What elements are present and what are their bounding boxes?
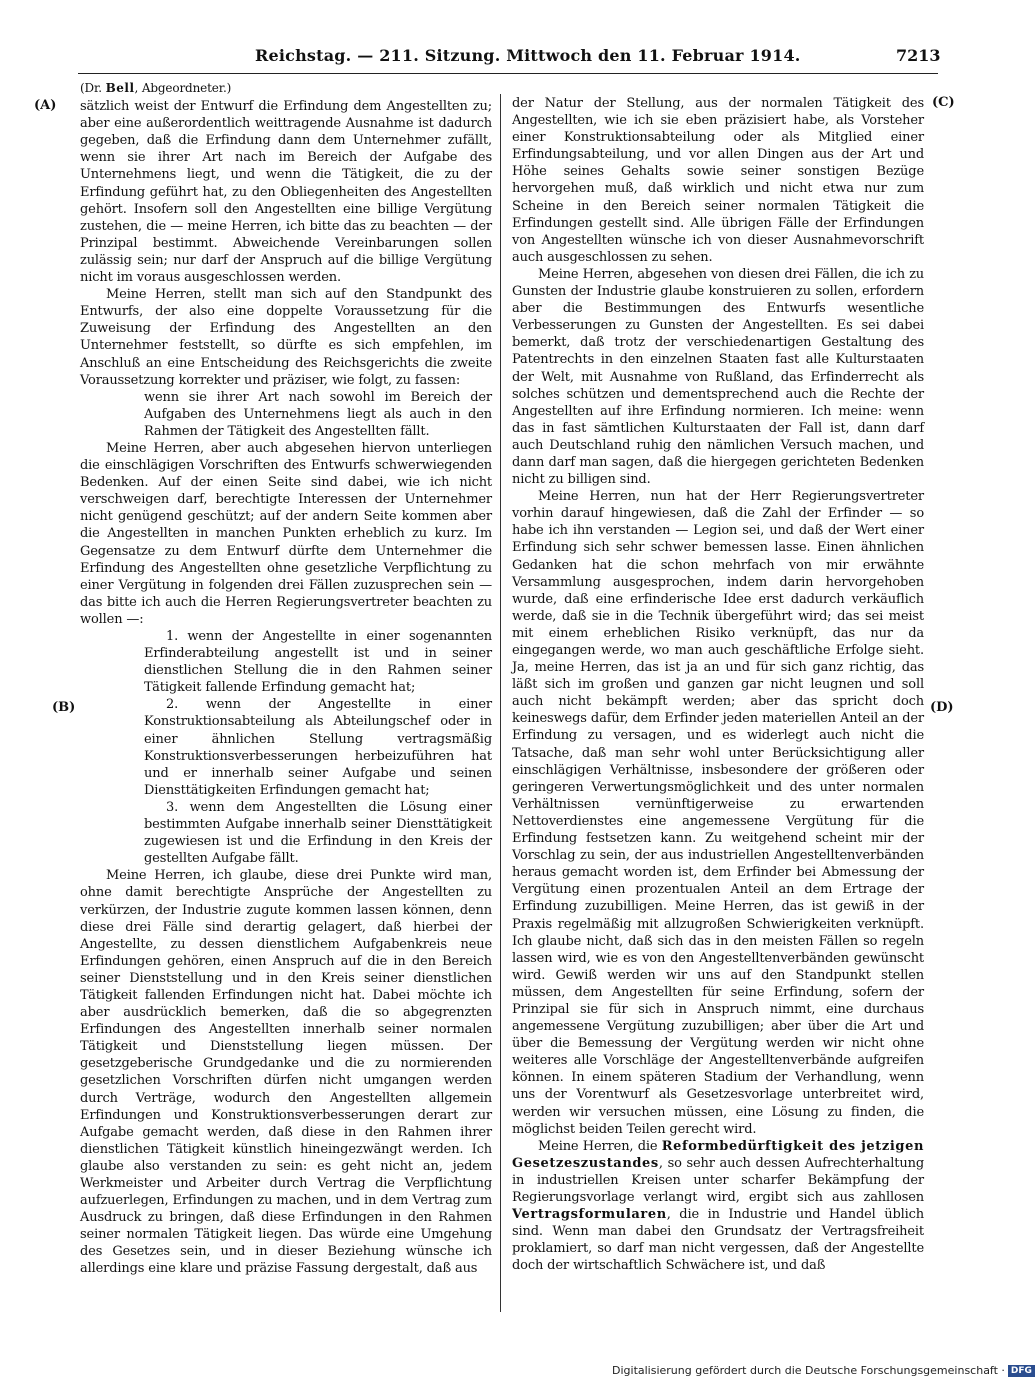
header-rule xyxy=(78,73,938,74)
paragraph: Meine Herren, ich glaube, diese drei Punkte wird man, ohne damit berechtigte Ansprüche der Angestellten zu verkürzen, der Industrie zugute kommen lassen können, denn diese drei Fälle sind derartig gelagert, daß hierbei der Angestellte, zu dessen dienstlichem Aufgabenkreis neue Erfindungen gehören, einen Anspruch auf die in den Bereich seiner Dienststellung und in den Kreis seiner dienstlichen Tätigkeit fallenden Erfindungen nicht hat. Dabei möchte ich aber ausdrücklich bemerken, daß die so abgegrenzten Erfindungen des Angestellten innerhalb seiner normalen Tätigkeit und Dienststellung liegen müssen. Der gesetzgeberische Grundgedanke und die zu normierenden gesetzlichen Vorschriften dürfen nicht umgangen werden durch Verträge, wodurch den Angestellten allgemein Erfindungen und Konstruktionsverbesserungen derart zur Aufgabe gemacht werden, daß diese in den Rahmen ihrer dienstlichen Tätigkeit künstlich hineingezwängt werden. Ich glaube also verstanden zu sein: es geht nicht an, jedem Werkmeister und Arbeiter durch Vertrag die Verpflichtung aufzuerlegen, Erfindungen zu machen, und in dem Vertrag zum Ausdruck zu bringen, daß diese Erfindungen in den Rahmen seiner normalen Tätigkeit liegen. Das würde eine Umgehung des Gesetzes sein, und in dieser Beziehung wünsche ich allerdings eine klare und präzise Fassung dergestalt, daß aus xyxy=(80,868,492,1277)
speaker-role: , Abgeordneter.) xyxy=(134,81,232,95)
digitization-footer xyxy=(612,1364,1035,1377)
margin-mark-d: (D) xyxy=(930,700,954,715)
text-run: , so sehr auch dessen Aufrechterhaltung in industriellen Kreisen unter scharfer Bekämpfung der Regierungsvorlage verlangt wird, ergibt sich aus zahllosen xyxy=(512,1155,924,1205)
text-run: Meine Herren, die xyxy=(538,1138,662,1154)
paragraph: Meine Herren, nun hat der Herr Regierungsvertreter vorhin darauf hingewiesen, daß die Zahl der Erfinder — so habe ich ihn verstanden — Legion sei, und daß der Wert einer Erfindung sich sehr schwer bemessen lasse. Einen ähnlichen Gedanken hat die schon mehrfach von mir erwähnte Versammlung ausgesprochen, indem darin hervorgehoben wurde, daß eine erfinderische Idee erst dadurch verkäuflich werde, daß sie in die Technik übergeführt wird; das sei meist mit einem erheblichen Risiko verknüpft, das nur da eingegangen werde, wo man auch geschäftliche Erfolge sieht. Ja, meine Herren, das ist ja an und für sich ganz richtig, das läßt sich im großen und ganzen gar nicht leugnen und soll auch nicht bekämpft werden; aber das spricht doch keineswegs dafür, dem Erfinder jeden materiellen Anteil an der Erfindung zu versagen, und es widerlegt auch nicht die Tatsache, daß man sehr wohl unter Berücksichtigung aller einschlägigen Verhältnisse, insbesondere der größeren oder geringeren Verwertungsmöglichkeit und des unter normalen Verhältnissen vernünftigerweise zu erwartenden Nettoverdienstes eine angemessene Vergütung für die Erfindung festsetzen kann. Zu weitgehend scheint mir der Vorschlag zu sein, der aus industriellen Angestelltenverbänden heraus gemacht worden ist, dem Erfinder bei Abmessung der Vergütung einen prozentualen Anteil an dem Ertrage der Erfindung zuzubilligen. Meine Herren, das ist gewiß in der Praxis regelmäßig mit allzugroßen Schwierigkeiten verknüpft. Ich glaube nicht, daß sich das in den meisten Fällen so regeln lassen wird, wie es von den Angestelltenverbänden gewünscht wird. Gewiß werden wir uns auf den Standpunkt stellen müssen, dem Angestellten für seine Erfindung, sofern der Prinzipal sie für sich in Anspruch nimmt, eine durchaus angemessene Vergütung zuzubilligen; aber über die Art und über die Bemessung der Vergütung werden wir nicht ohne weiteres alle Vorschläge der Angestelltenverbände aufgreifen können. In einem späteren Stadium der Verhandlung, wenn uns der Vorentwurf als Gesetzesvorlage unterbreitet wird, werden wir versuchen müssen, eine Lösung zu finden, die möglichst beiden Teilen gerecht wird. xyxy=(512,489,924,1137)
list-item: 2. wenn der Angestellte in einer Konstruktionsabteilung als Abteilungschef oder in einer ähnlichen Stellung vertragsmäßig Konstruktionsverbesserungen herbeizuführen hat und er innerhalb seiner Aufgabe und seinen Diensttätigkeiten Erfindungen gemacht hat; xyxy=(144,697,492,798)
paragraph: Meine Herren, aber auch abgesehen hiervon unterliegen die einschlägigen Vorschriften des Entwurfs schwerwiegenden Bedenken. Auf der einen Seite sind dabei, wie ich nicht verschweigen darf, berechtigte Interessen der Unternehmer nicht genügend geschützt; auf der andern Seite kommen aber die Angestellten in manchen Punkten erheblich zu kurz. Im Gegensatze zu dem Entwurf dürfte dem Unternehmer die Erfindung des Angestellten ohne gesetzliche Verpflichtung zu einer Vergütung in folgenden drei Fällen zuzusprechen sein — das bitte ich auch die Herren Regierungsvertreter beachten zu wollen —: xyxy=(80,440,492,627)
left-column xyxy=(80,80,492,1278)
speaker-name: Bell xyxy=(105,81,135,95)
list-item: 3. wenn dem Angestellten die Lösung einer bestimmten Aufgabe innerhalb seiner Diensttätigkeit zugewiesen ist und die Erfindung in den Kreis der gestellten Aufgabe fällt. xyxy=(144,799,492,867)
column-divider xyxy=(500,94,501,1312)
emphasis-contracts: Vertragsformularen xyxy=(512,1207,667,1223)
paragraph-emphasis xyxy=(512,1138,924,1275)
list-item: 1. wenn der Angestellte in einer sogenannten Erfinderabteilung angestellt ist und in seiner dienstlichen Stellung die in den Rahmen seiner Tätigkeit fallende Erfindung gemacht hat; xyxy=(144,629,492,696)
margin-mark-c: (C) xyxy=(932,95,955,110)
footer-text: Digitalisierung gefördert durch die Deutsche Forschungsgemeinschaft · xyxy=(612,1364,1005,1377)
paragraph: der Natur der Stellung, aus der normalen Tätigkeit des Angestellten, wie ich sie eben präzisiert habe, als Vorsteher einer Konstruktionsabteilung oder als Mitglied einer Erfindungsabteilung, und vor allen Dingen aus der Art und Höhe seines Gehalts sowie seiner sonstigen Bezüge hervorgehen muß, daß wirklich und nicht etwa nur zum Scheine in den Bereich seiner normalen Tätigkeit die Erfindungen gestellt sind. Alle übrigen Fälle der Erfindungen von Angestellten wünsche ich von dieser Ausnahmevorschrift auch ausgeschlossen zu sehen. xyxy=(512,96,924,265)
paragraph: sätzlich weist der Entwurf die Erfindung dem Angestellten zu; aber eine außerordentlich weittragende Ausnahme ist dadurch gegeben, daß die Erfindung dann dem Unternehmer zufällt, wenn sie ihrer Art nach im Bereich der Aufgabe des Unternehmens liegt, und wenn die Tätigkeit, die zu der Erfindung geführt hat, zu den Obliegenheiten des Angestellten gehört. Insofern soll den Angestellten eine billige Vergütung zustehen, die — meine Herren, ich bitte das zu beachten — der Prinzipal bestimmt. Abweichende Vereinbarungen sollen zulässig sein; nur darf der Anspruch auf die billige Vergütung nicht im voraus ausgeschlossen werden. xyxy=(80,99,492,286)
dfg-logo: DFG xyxy=(1008,1365,1035,1377)
text-run: , die in Industrie und Handel üblich sind. Wenn man dabei den Grundsatz der Vertragsfreiheit proklamiert, so darf man nicht vergessen, daß der Angestellte doch der wirtschaftlich Schwächere ist, und daß xyxy=(512,1207,924,1274)
margin-mark-b: (B) xyxy=(52,700,76,715)
paragraph: Meine Herren, abgesehen von diesen drei Fällen, die ich zu Gunsten der Industrie glaube konstruieren zu sollen, erfordern aber die Bestimmungen des Entwurfs wesentliche Verbesserungen zu Gunsten der Angestellten. Es sei dabei bemerkt, daß trotz der verschiedenartigen Gestaltung des Patentrechts in den einzelnen Staaten fast alle Kulturstaaten der Welt, mit Ausnahme von Rußland, das Erfinderrecht als solches schützen und dementsprechend auch die Rechte der Angestellten auf ihre Erfindung normieren. Ich meine: wenn das in fast sämtlichen Kulturstaaten der Fall ist, dann darf auch Deutschland ruhig den nämlichen Versuch machen, und dann darf man sagen, daß die hiergegen gerichteten Bedenken nicht zu billigen sind. xyxy=(512,266,924,488)
emphasis-reform: Reformbedürftigkeit des jetzigen Gesetzeszustandes xyxy=(512,1138,924,1171)
page-number: 7213 xyxy=(896,46,941,65)
quoted-clause: wenn sie ihrer Art nach sowohl im Bereich der Aufgaben des Unternehmens liegt als auch in den Rahmen der Tätigkeit des Angestellten fällt. xyxy=(144,389,492,439)
running-title: Reichstag. — 211. Sitzung. Mittwoch den 11. Februar 1914. xyxy=(255,46,801,65)
paragraph: Meine Herren, stellt man sich auf den Standpunkt des Entwurfs, der also eine doppelte Voraussetzung für die Zuweisung der Erfindung des Angestellten an den Unternehmer feststellt, so dürfte es sich empfehlen, im Anschluß an eine Entscheidung des Reichsgerichts die zweite Voraussetzung korrekter und präziser, wie folgt, zu fassen: xyxy=(80,287,492,388)
margin-mark-a: (A) xyxy=(34,98,57,113)
speaker-open: (Dr. xyxy=(80,81,106,95)
speaker-line xyxy=(80,80,492,97)
right-column xyxy=(512,95,924,1274)
